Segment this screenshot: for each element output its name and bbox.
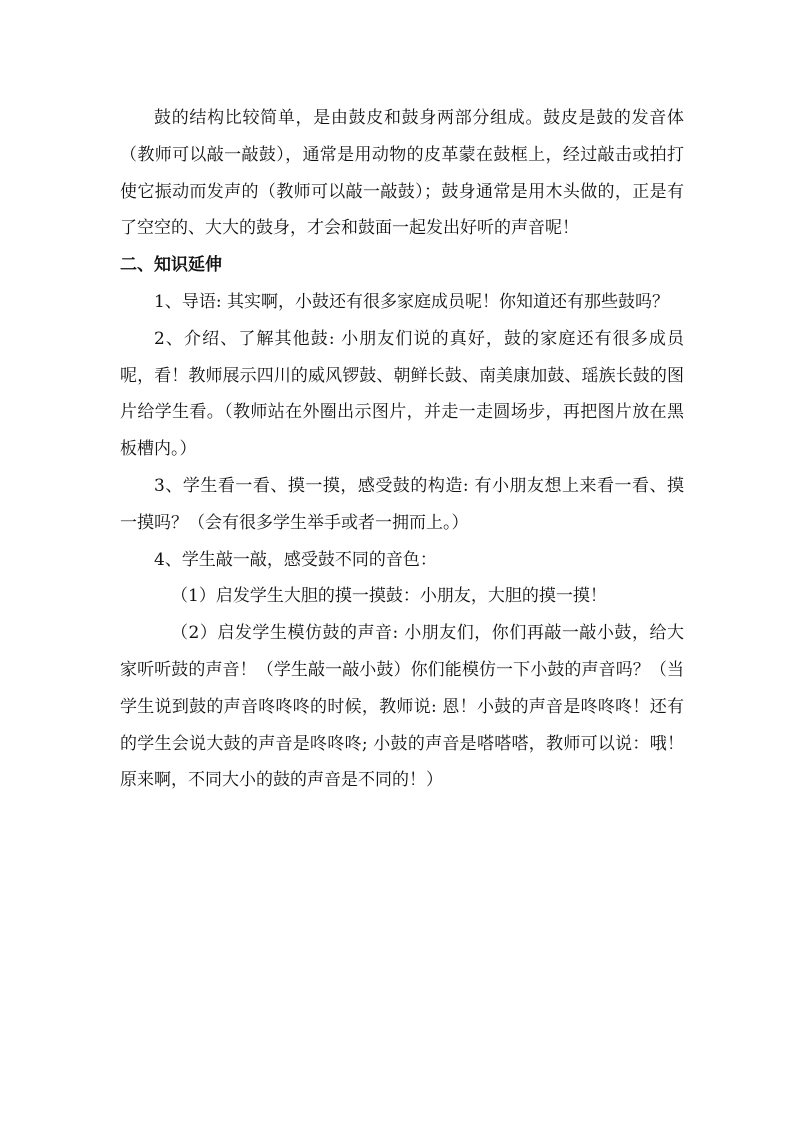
sub-item-2: （2）启发学生模仿鼓的声音: 小朋友们，你们再敲一敲小鼓，给大家听听鼓的声音！（学生敲一敲小鼓）你们能模仿一下小鼓的声音吗？（当学生说到鼓的声音咚咚咚的时候，教师说: 恩！小鼓的声音是咚咚咚！还有的学生会说大鼓的声音是咚咚咚; 小鼓的声音是嗒嗒嗒，教师可以说：哦！原来啊，不同大小的鼓的声音是不同的！） (120, 623, 684, 791)
document-page (120, 100, 684, 799)
list-item-4: 4、学生敲一敲，感受鼓不同的音色： (154, 549, 437, 570)
sub-item-1: （1）启发学生大胆的摸一摸鼓：小朋友，大胆的摸一摸！ (171, 586, 607, 607)
list-item-2: 2、介绍、了解其他鼓: 小朋友们说的真好，鼓的家庭还有很多成员呢，看！教师展示四川的威风锣鼓、朝鲜长鼓、南美康加鼓、瑶族长鼓的图片给学生看。（教师站在外圈出示图片，并走一走圆场步，再把图片放在黑板槽内。） (120, 328, 684, 460)
list-item-3: 3、学生看一看、摸一摸，感受鼓的构造: 有小朋友想上来看一看、摸一摸吗？（会有很多学生举手或者一拥而上。） (120, 475, 684, 533)
paragraph-drum-structure: 鼓的结构比较简单，是由鼓皮和鼓身两部分组成。鼓皮是鼓的发音体（教师可以敲一敲鼓），通常是用动物的皮革蒙在鼓框上，经过敲击或拍打使它振动而发声的（教师可以敲一敲鼓）；鼓身通常是用木头做的，正是有了空空的、大大的鼓身，才会和鼓面一起发出好听的声音呢！ (120, 108, 684, 239)
list-item-1: 1、导语: 其实啊，小鼓还有很多家庭成员呢！你知道还有那些鼓吗？ (154, 291, 669, 312)
section-heading-knowledge-extension: 二、知识延伸 (120, 255, 222, 276)
